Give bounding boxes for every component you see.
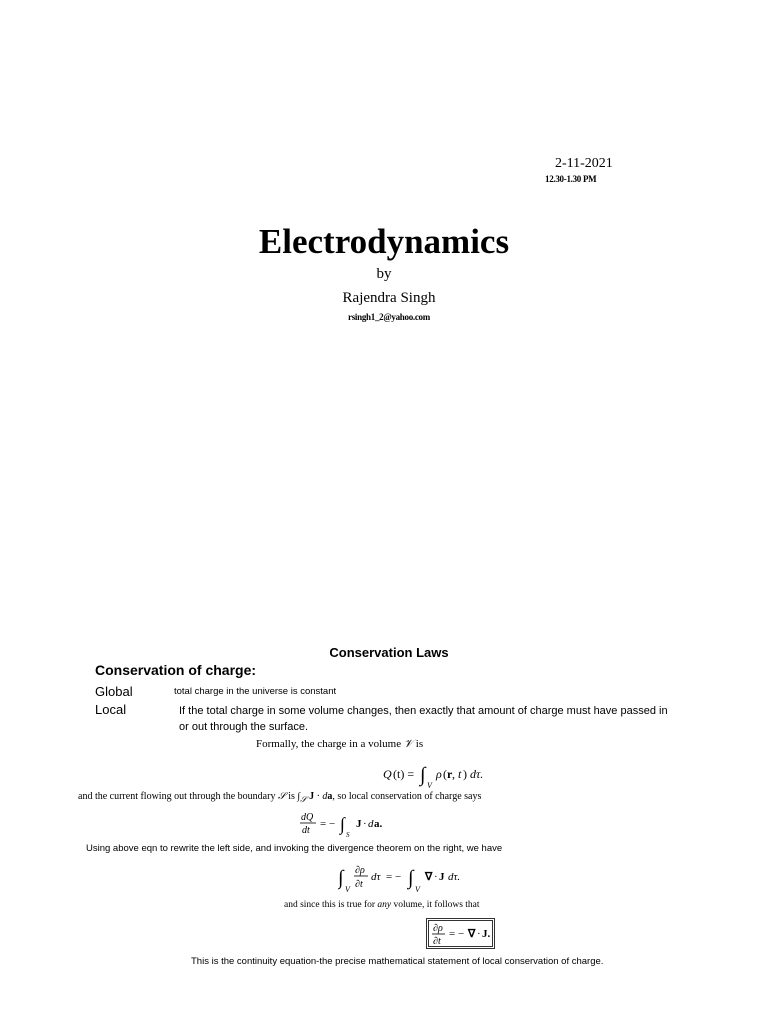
section-title: Conservation Laws	[329, 645, 449, 660]
time-label: 12.30-1.30 PM	[545, 174, 597, 184]
current-text-part3: , so local conservation of charge says	[332, 791, 482, 802]
document-title: Electrodynamics	[258, 222, 510, 261]
date-label: 2-11-2021	[555, 156, 613, 171]
svg-text:∇: ∇	[425, 871, 433, 883]
current-text-part1: and the current flowing out through the boundary	[78, 791, 276, 802]
local-description: If the total charge in some volume changes, then exactly that amount of charge must have passed in or out through the surface.	[179, 705, 668, 733]
by-label: by	[376, 266, 392, 282]
any-volume-text	[284, 900, 480, 910]
flux-integral-inline: $\int_𝒮$ J · da	[297, 791, 333, 804]
svg-text:= −: = −	[449, 928, 465, 940]
svg-text:dτ.: dτ.	[448, 871, 461, 883]
svg-text:∂ρ: ∂ρ	[433, 923, 443, 934]
svg-text:∇: ∇	[468, 928, 476, 940]
since-emphasis: any	[377, 900, 392, 910]
author-email: rsingh1_2@yahoo.com	[348, 312, 430, 322]
svg-text:V: V	[345, 885, 350, 894]
current-text-part2: is	[288, 791, 295, 802]
local-label: Local	[95, 702, 127, 717]
svg-text:dQ: dQ	[301, 812, 314, 823]
svg-text:dτ.: dτ.	[470, 767, 484, 781]
svg-text:a.: a.	[374, 818, 383, 830]
continuity-equation-box	[426, 918, 496, 950]
volume-symbol: 𝒱	[403, 738, 414, 750]
svg-text:t: t	[458, 767, 462, 781]
charge-equation	[383, 760, 493, 790]
svg-text:∂ρ: ∂ρ	[355, 865, 365, 876]
global-label: Global	[95, 684, 133, 699]
continuity-statement: This is the continuity equation-the precise mathematical statement of local conservation of charge.	[191, 956, 604, 967]
svg-text:J: J	[439, 871, 445, 883]
svg-text:r: r	[447, 767, 453, 781]
svg-text:∫: ∫	[340, 814, 345, 834]
integral-form-equation	[338, 860, 488, 896]
svg-text:J.: J.	[482, 928, 491, 940]
svg-text:·: ·	[363, 818, 367, 830]
svg-text:Q: Q	[383, 767, 392, 781]
local-conservation-equation	[300, 808, 390, 840]
divergence-theorem-text: Using above eqn to rewrite the left side, and invoking the divergence theorem on the right, we have	[86, 843, 503, 854]
formally-prefix: Formally, the charge in a volume	[256, 738, 402, 750]
svg-text:∫: ∫	[408, 867, 414, 889]
svg-text:(: (	[443, 767, 447, 781]
author-name: Rajendra Singh	[342, 290, 436, 306]
svg-text:= −: = −	[320, 818, 336, 830]
svg-text:·: ·	[434, 871, 438, 883]
svg-text:): )	[463, 767, 467, 781]
svg-text:·: ·	[477, 928, 481, 940]
subsection-title: Conservation of charge:	[95, 662, 257, 678]
svg-text:∫: ∫	[338, 867, 344, 889]
formally-text	[256, 738, 423, 751]
svg-text:V: V	[427, 781, 432, 790]
since-prefix: and since this is true for	[284, 900, 376, 910]
since-suffix: volume, it follows that	[393, 900, 480, 910]
svg-text:dτ: dτ	[371, 871, 381, 883]
current-flow-text	[78, 790, 498, 806]
svg-text:J: J	[356, 818, 362, 830]
surface-symbol: 𝒮	[277, 791, 286, 802]
formally-suffix: is	[415, 738, 424, 750]
svg-text:V: V	[415, 885, 420, 894]
svg-text:ρ: ρ	[436, 767, 442, 781]
svg-text:= −: = −	[386, 871, 402, 883]
svg-text:(t) =: (t) =	[393, 767, 415, 781]
svg-text:d: d	[368, 818, 374, 830]
svg-text:,: ,	[452, 767, 455, 781]
global-description: total charge in the universe is constant	[174, 686, 337, 697]
svg-text:S: S	[346, 831, 350, 839]
svg-text:dt: dt	[302, 825, 310, 836]
svg-text:∂t: ∂t	[433, 936, 441, 947]
svg-text:∂t: ∂t	[355, 879, 363, 890]
svg-text:∫: ∫	[420, 764, 426, 786]
